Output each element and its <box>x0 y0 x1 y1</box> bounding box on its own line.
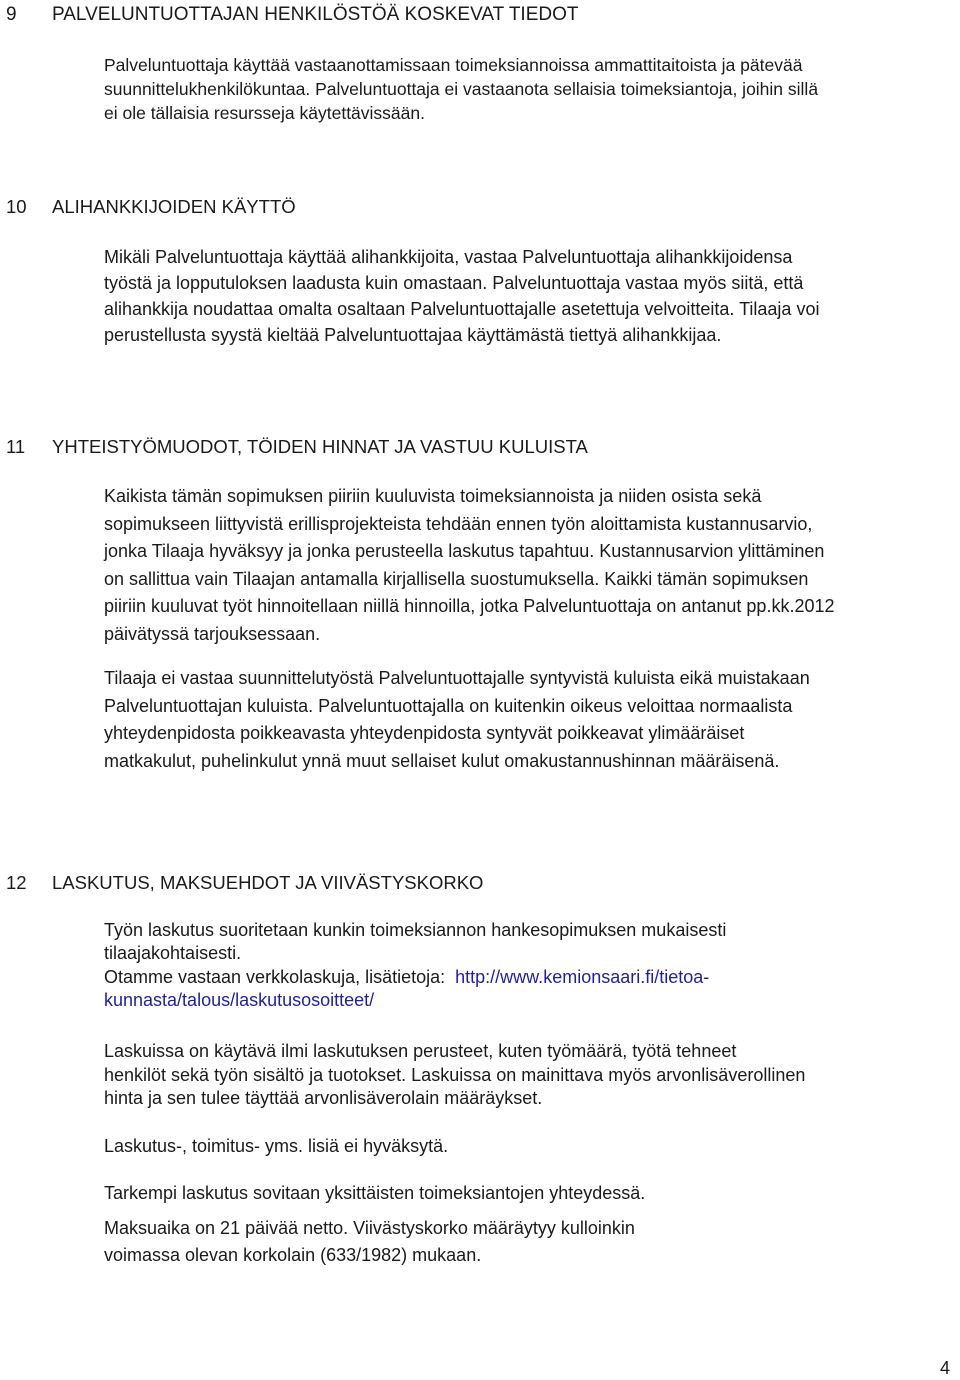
text-line: Palveluntuottajan kuluista. Palveluntuottajalla on kuitenkin oikeus veloittaa normaalista <box>104 695 793 716</box>
section-10-paragraph <box>104 244 954 348</box>
section-title: LASKUTUS, MAKSUEHDOT JA VIIVÄSTYSKORKO <box>52 872 484 893</box>
invoicing-info-link-continuation[interactable]: kunnasta/talous/laskutusosoitteet/ <box>104 990 375 1010</box>
section-title: ALIHANKKIJOIDEN KÄYTTÖ <box>52 196 296 217</box>
invoicing-info-link[interactable]: http://www.kemionsaari.fi/tietoa- <box>455 967 710 987</box>
section-title: YHTEISTYÖMUODOT, TÖIDEN HINNAT JA VASTUU KULUISTA <box>52 436 588 457</box>
text-line: Laskuissa on käytävä ilmi laskutuksen perusteet, kuten työmäärä, työtä tehneet <box>104 1041 737 1061</box>
text-line: matkakulut, puhelinkulut ynnä muut sellaiset kulut omakustannushinnan määräisenä. <box>104 750 780 771</box>
text-line: tilaajakohtaisesti. <box>104 943 242 963</box>
section-number: 11 <box>6 436 26 457</box>
section-12-paragraph-1 <box>104 919 954 965</box>
text-line: Palveluntuottaja käyttää vastaanottamissaan toimeksiannoissa ammattitaitoista ja pätevää <box>104 55 803 75</box>
text-line: suunnittelukhenkilökuntaa. Palveluntuottaja ei vastaanota sellaisia toimeksiantoja, joihin sillä <box>104 79 819 99</box>
text-line: Mikäli Palveluntuottaja käyttää alihankkijoita, vastaa Palveluntuottaja alihankkijoidensa <box>104 247 793 267</box>
text-line: Tilaaja ei vastaa suunnittelutyöstä Palveluntuottajalle syntyvistä kuluista eikä muistakaan <box>104 668 810 688</box>
section-12-paragraph-6 <box>104 1215 954 1269</box>
text-line: Maksuaika on 21 päivää netto. Viivästyskorko määräytyy kulloinkin <box>104 1218 635 1238</box>
section-title: PALVELUNTUOTTAJAN HENKILÖSTÖÄ KOSKEVAT TIEDOT <box>52 4 579 25</box>
text-line: voimassa olevan korkolain (633/1982) mukaan. <box>104 1245 482 1265</box>
section-9-paragraph <box>104 53 954 125</box>
section-11-paragraph-1 <box>104 483 954 649</box>
text-line: piiriin kuuluvat työt hinnoitellaan niillä hinnoilla, jotka Palveluntuottaja on antanut pp.kk.2012 <box>104 596 835 617</box>
text-line: perustellusta syystä kieltää Palveluntuottajaa käyttämästä tiettyä alihankkijaa. <box>104 325 722 345</box>
page-number: 4 <box>940 1358 951 1378</box>
text-line: henkilöt sekä työn sisältö ja tuotokset. Laskuissa on mainittava myös arvonlisäverollinen <box>104 1064 806 1085</box>
text-line: Kaikista tämän sopimuksen piiriin kuuluvista toimeksiannoista ja niiden osista sekä <box>104 486 762 506</box>
section-12-paragraph-4 <box>104 1135 954 1158</box>
text-line: sopimukseen liittyvistä erillisprojekteista tehdään ennen työn aloittamista kustannusarvio, <box>104 513 813 534</box>
section-12-paragraph-5 <box>104 1182 954 1205</box>
section-number: 9 <box>6 4 17 25</box>
text-line: ei ole tällaisia resursseja käytettävissään. <box>104 103 425 123</box>
text-line <box>104 966 954 989</box>
text-line: Työn laskutus suoritetaan kunkin toimeksiannon hankesopimuksen mukaisesti <box>104 920 727 940</box>
section-11-paragraph-2 <box>104 665 954 775</box>
link-intro-text: Otamme vastaan verkkolaskuja, lisätietoja: <box>104 967 456 987</box>
text-line: päivätyssä tarjouksessaan. <box>104 623 321 644</box>
text-line: Tarkempi laskutus sovitaan yksittäisten toimeksiantojen yhteydessä. <box>104 1183 646 1203</box>
section-number: 10 <box>6 196 27 217</box>
text-line: työstä ja lopputuloksen laadusta kuin omastaan. Palveluntuottaja vastaa myös siitä, että <box>104 273 804 293</box>
text-line: jonka Tilaaja hyväksyy ja jonka perusteella laskutus tapahtuu. Kustannusarvion ylittäminen <box>104 541 825 562</box>
section-12-link-paragraph <box>104 966 954 1012</box>
text-line: on sallittua vain Tilaajan antamalla kirjallisella suostumuksella. Kaikki tämän sopimuksen <box>104 568 809 589</box>
section-number: 12 <box>6 872 27 893</box>
text-line: alihankkija noudattaa omalta osaltaan Palveluntuottajalle asetettuja velvoitteita. Tilaaja voi <box>104 299 820 319</box>
section-12-paragraph-3 <box>104 1040 954 1111</box>
text-line: hinta ja sen tulee täyttää arvonlisäverolain määräykset. <box>104 1088 543 1108</box>
text-line: Laskutus-, toimitus- yms. lisiä ei hyväksytä. <box>104 1136 449 1156</box>
text-line: yhteydenpidosta poikkeavasta yhteydenpidosta syntyvät poikkeavat ylimääräiset <box>104 723 745 744</box>
